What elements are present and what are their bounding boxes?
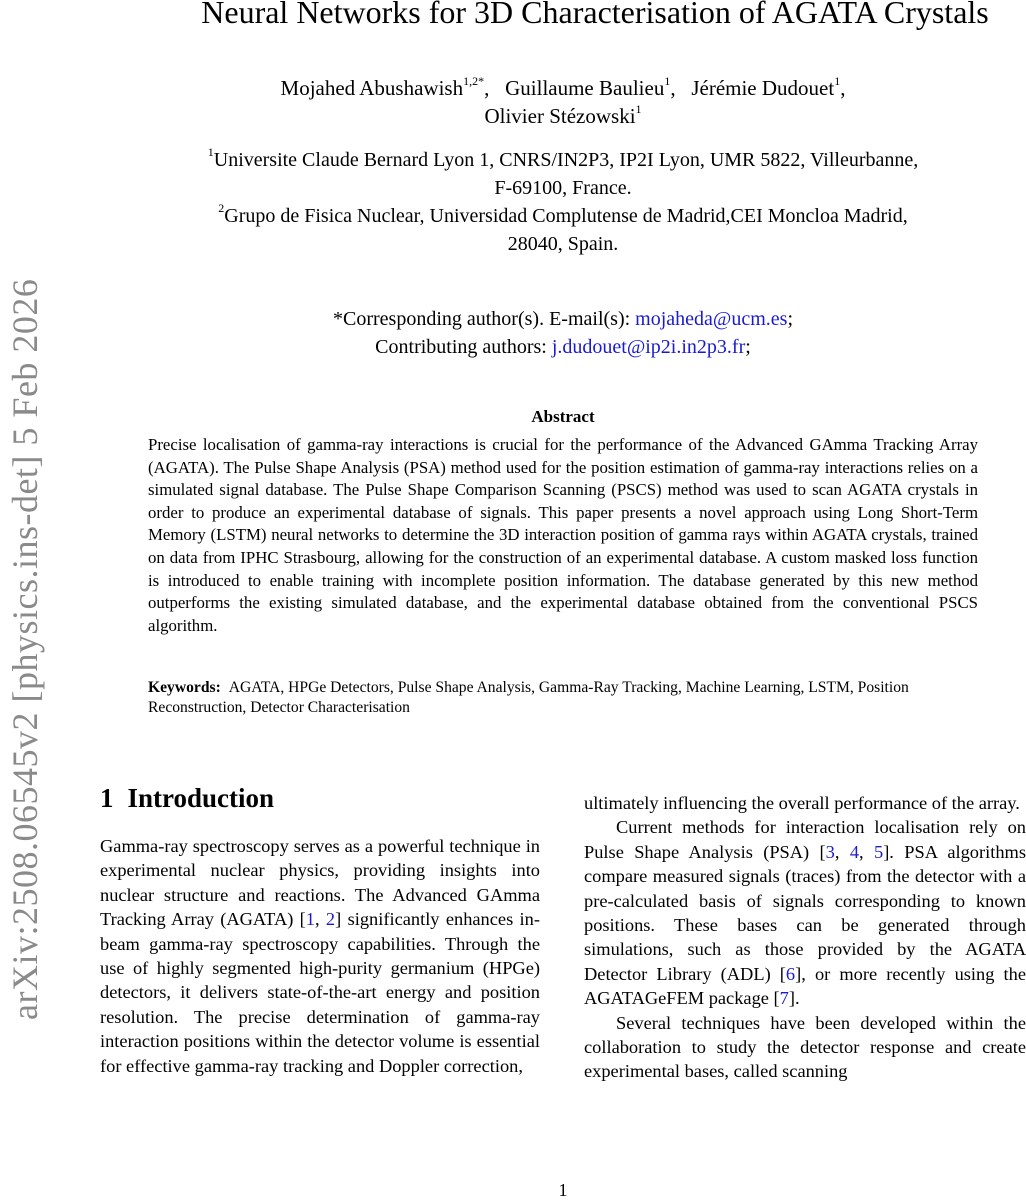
paper-title: Neural Networks for 3D Characterisation of AGATA Crystals bbox=[201, 0, 989, 30]
affiliation-text: Grupo de Fisica Nuclear, Universidad Complutense de Madrid,CEI Moncloa Madrid, bbox=[224, 205, 908, 227]
paragraph-text: ]. PSA algorithms compare measured signals (traces) from the detector with a pre-calculated basis of signals corresponding to known positions. These bases can be generated through simulations, such as those provided by the AGATA Detector Library (ADL) [ bbox=[584, 841, 1026, 984]
contributing-email-link[interactable]: j.dudouet@ip2i.in2p3.fr bbox=[551, 336, 746, 358]
author-name: Mojahed Abushawish bbox=[280, 76, 464, 100]
paragraph: Gamma-ray spectroscopy serves as a powerful technique in experimental nuclear physics, providing insights into nuclear structure and reactions. The Advanced GAmma Tracking Array (AGATA) [1, 2] significantly enhances in-beam gamma-ray spectroscopy capabilities. Through the use of highly segmented high-purity germanium (HPGe) detectors, it delivers state-of-the-art energy and position resolution. The precise determination of gamma-ray interaction positions within the detector volume is essential for effective gamma-ray tracking and Doppler correction, bbox=[100, 836, 540, 1076]
paragraph-text: ], or more recently using the AGATAGeFEM package [ bbox=[584, 963, 1026, 1009]
affiliation-1 bbox=[0, 146, 1026, 202]
corresponding-email-link[interactable]: mojaheda@ucm.es bbox=[635, 308, 788, 330]
affiliation-2 bbox=[0, 202, 1026, 258]
author-name: Jérémie Dudouet bbox=[691, 76, 835, 100]
paragraph-text: ]. bbox=[788, 988, 800, 1009]
affiliation-text: 28040, Spain. bbox=[507, 233, 619, 255]
contributing-label: Contributing authors: bbox=[375, 336, 547, 358]
contact-info bbox=[0, 305, 1026, 361]
paragraph-text: Gamma-ray spectroscopy serves as a powerful technique in experimental nuclear physics, providing insights into nuclear structure and reactions. The Advanced GAmma Tracking Array (AGATA) [ bbox=[100, 836, 540, 930]
citation-link[interactable]: 4 bbox=[849, 841, 860, 862]
abstract-heading: Abstract bbox=[531, 407, 595, 426]
section-heading bbox=[100, 783, 274, 814]
corresponding-author: *Corresponding author(s). E-mail(s): mojaheda@ucm.es; bbox=[333, 308, 793, 330]
citation-link[interactable]: 5 bbox=[873, 841, 884, 862]
affiliation-text: F-69100, France. bbox=[494, 177, 632, 199]
paragraph-text: ] significantly enhances in-beam gamma-ray spectroscopy capabilities. Through the use of highly segmented high-purity germanium (HPGe) detectors, it delivers state-of-the-art energy and position resolution. The precise determination of gamma-ray interaction positions within the detector volume is essential for effective gamma-ray tracking and Doppler correction, bbox=[100, 909, 540, 1076]
author-affiliation-marker: 1 bbox=[635, 102, 642, 116]
citation-link[interactable]: 2 bbox=[325, 909, 336, 930]
citation-link[interactable]: 7 bbox=[779, 988, 789, 1009]
affiliation-marker: 1 bbox=[207, 145, 214, 160]
arxiv-side-stamp: arXiv:2508.06545v2 [physics.ins-det] 5 Feb 2026 bbox=[5, 278, 45, 1020]
keywords bbox=[148, 678, 978, 718]
author-affiliation-marker: 1 bbox=[834, 74, 841, 88]
body-column-right bbox=[584, 791, 1026, 1084]
contributing-authors: Contributing authors: j.dudouet@ip2i.in2p3.fr; bbox=[375, 336, 751, 358]
paragraph: ultimately influencing the overall performance of the array. bbox=[584, 793, 1020, 813]
author-affiliation-marker: 1,2* bbox=[463, 74, 485, 88]
keywords-label: Keywords: bbox=[148, 679, 221, 696]
author-list: Mojahed Abushawish$^{1,2*}$, Guillaume Baulieu$^1$, Jérémie Dudouet$^1$, Olivier Stézowski$^1$ bbox=[280, 74, 846, 128]
paragraph: Several techniques have been developed within the collaboration to study the detector response and create experimental bases, called scanning bbox=[584, 1012, 1026, 1082]
author-name: Olivier Stézowski bbox=[484, 104, 636, 128]
page-number: 1 bbox=[558, 1180, 568, 1200]
affiliation-list bbox=[0, 146, 1026, 258]
citation-link[interactable]: 1 bbox=[305, 909, 315, 930]
citation-link[interactable]: 6 bbox=[785, 963, 796, 984]
affiliation-marker: 2 bbox=[218, 201, 225, 216]
section-number: 1 bbox=[100, 783, 114, 813]
affiliation-text: Universite Claude Bernard Lyon 1, CNRS/IN2P3, IP2I Lyon, UMR 5822, Villeurbanne, bbox=[213, 149, 919, 171]
paragraph: Current methods for interaction localisation rely on Pulse Shape Analysis (PSA) [3, 4, 5]. PSA algorithms compare measured signals (traces) from the detector with a pre-calculated basis of signals corresponding to known positions. These bases can be generated through simulations, such as those provided by the AGATA Detector Library (ADL) [6], or more recently using the AGATAGeFEM package [7]. bbox=[584, 817, 1026, 1009]
abstract-text: Precise localisation of gamma-ray interactions is crucial for the performance of the Advanced GAmma Tracking Array (AGATA). The Pulse Shape Analysis (PSA) method used for the position estimation of gamma-ray interactions relies on a simulated signal database. The Pulse Shape Comparison Scanning (PSCS) method was used to scan AGATA crystals in order to produce an experimental database of signals. This paper presents a novel approach using Long Short-Term Memory (LSTM) neural networks to determine the 3D interaction position of gamma rays within AGATA crystals, trained on data from IPHC Strasbourg, allowing for the construction of an experimental database. A custom masked loss function is introduced to enable training with incomplete position information. The database generated by this new method outperforms the existing simulated database, and the experimental database obtained from the conventional PSCS algorithm. bbox=[148, 435, 978, 635]
citation-link[interactable]: 3 bbox=[825, 841, 835, 862]
keywords-text: AGATA, HPGe Detectors, Pulse Shape Analysis, Gamma-Ray Tracking, Machine Learning, LSTM, Position Reconstruction, Detector Characterisation bbox=[148, 679, 909, 716]
paragraph-text: Current methods for interaction localisation rely on Pulse Shape Analysis (PSA) [ bbox=[584, 817, 1026, 862]
section-title-text: Introduction bbox=[127, 783, 275, 813]
corresponding-label: *Corresponding author(s). E-mail(s): bbox=[333, 308, 631, 330]
body-column-left bbox=[100, 834, 540, 1078]
author-affiliation-marker: 1 bbox=[664, 74, 671, 88]
author-name: Guillaume Baulieu bbox=[505, 76, 665, 100]
